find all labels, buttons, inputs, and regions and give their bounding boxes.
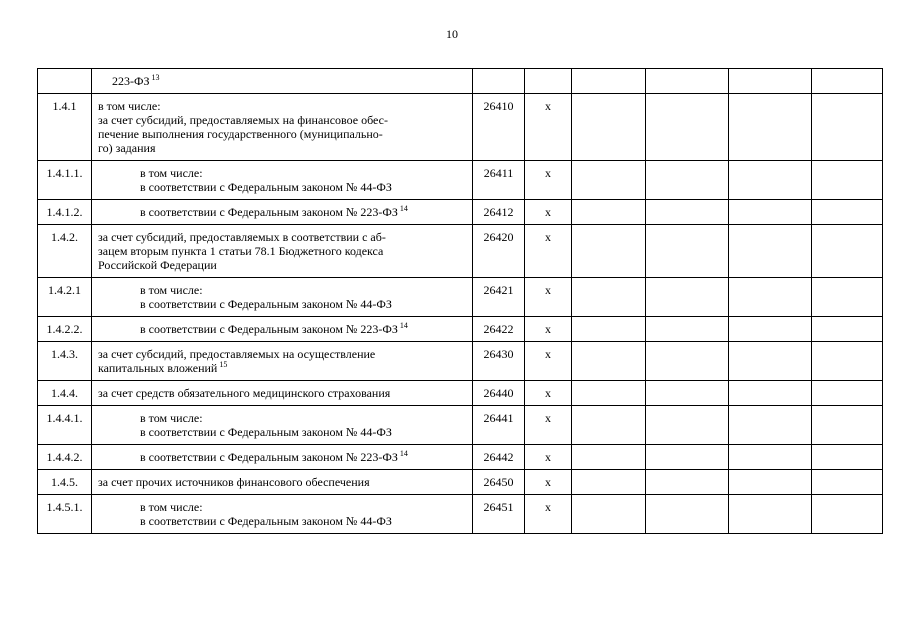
empty-value-cell <box>729 342 812 381</box>
description-text: за счет субсидий, предоставляемых на финансовое обес- <box>98 113 388 127</box>
row-description-cell <box>92 406 473 445</box>
row-description-cell <box>92 495 473 534</box>
row-number-cell: 1.4.5. <box>38 470 92 495</box>
description-line <box>140 514 466 528</box>
empty-value-cell <box>812 200 883 225</box>
empty-value-cell <box>572 278 646 317</box>
row-code-cell <box>473 69 525 94</box>
table-row <box>38 225 883 278</box>
description-line <box>98 99 466 113</box>
description-line <box>112 74 466 88</box>
empty-value-cell <box>572 445 646 470</box>
row-x-cell: х <box>525 381 572 406</box>
row-x-cell: х <box>525 470 572 495</box>
row-number-cell: 1.4.2.2. <box>38 317 92 342</box>
row-x-cell: х <box>525 445 572 470</box>
row-number-cell: 1.4.4.2. <box>38 445 92 470</box>
description-line <box>98 258 466 272</box>
description-line <box>98 230 466 244</box>
table-row <box>38 69 883 94</box>
row-number-cell: 1.4.2. <box>38 225 92 278</box>
description-line <box>98 347 466 361</box>
description-text: в соответствии с Федеральным законом № 223-ФЗ <box>140 322 398 336</box>
table-row <box>38 200 883 225</box>
row-code-cell: 26421 <box>473 278 525 317</box>
description-line <box>98 113 466 127</box>
empty-value-cell <box>812 278 883 317</box>
description-text: в соответствии с Федеральным законом № 223-ФЗ <box>140 450 398 464</box>
row-description-cell <box>92 69 473 94</box>
table-row <box>38 278 883 317</box>
description-line <box>140 180 466 194</box>
description-line <box>140 425 466 439</box>
empty-value-cell <box>646 342 729 381</box>
empty-value-cell <box>729 225 812 278</box>
footnote-marker: 14 <box>399 204 408 213</box>
description-text: в том числе: <box>140 411 203 425</box>
empty-value-cell <box>812 225 883 278</box>
footnote-marker: 14 <box>399 321 408 330</box>
row-number-cell <box>38 69 92 94</box>
row-number-cell: 1.4.2.1 <box>38 278 92 317</box>
description-text: го) задания <box>98 141 156 155</box>
row-code-cell: 26442 <box>473 445 525 470</box>
row-number-cell: 1.4.1.1. <box>38 161 92 200</box>
description-text: в соответствии с Федеральным законом № 44-ФЗ <box>140 425 392 439</box>
row-code-cell: 26422 <box>473 317 525 342</box>
empty-value-cell <box>729 278 812 317</box>
row-x-cell: х <box>525 161 572 200</box>
empty-value-cell <box>646 445 729 470</box>
row-description-cell <box>92 342 473 381</box>
empty-value-cell <box>729 69 812 94</box>
description-text: в том числе: <box>140 283 203 297</box>
page-number: 10 <box>446 27 458 41</box>
footnote-marker: 13 <box>151 73 160 82</box>
empty-value-cell <box>812 94 883 161</box>
table-row <box>38 445 883 470</box>
empty-value-cell <box>572 406 646 445</box>
description-text: в соответствии с Федеральным законом № 44-ФЗ <box>140 514 392 528</box>
row-code-cell: 26411 <box>473 161 525 200</box>
empty-value-cell <box>572 200 646 225</box>
description-line <box>98 244 466 258</box>
empty-value-cell <box>572 342 646 381</box>
description-text: за счет субсидий, предоставляемых на осуществление <box>98 347 376 361</box>
description-line <box>140 450 466 464</box>
empty-value-cell <box>646 200 729 225</box>
empty-value-cell <box>646 495 729 534</box>
row-description-cell <box>92 225 473 278</box>
row-x-cell: х <box>525 342 572 381</box>
empty-value-cell <box>729 381 812 406</box>
row-code-cell: 26440 <box>473 381 525 406</box>
row-number-cell: 1.4.4. <box>38 381 92 406</box>
row-x-cell: х <box>525 200 572 225</box>
row-x-cell: х <box>525 94 572 161</box>
description-text: в том числе: <box>98 99 161 113</box>
table-row <box>38 161 883 200</box>
empty-value-cell <box>646 278 729 317</box>
description-text: за счет средств обязательного медицинского страхования <box>98 386 391 400</box>
empty-value-cell <box>572 470 646 495</box>
table-row <box>38 317 883 342</box>
empty-value-cell <box>729 495 812 534</box>
empty-value-cell <box>646 225 729 278</box>
row-x-cell <box>525 69 572 94</box>
empty-value-cell <box>572 69 646 94</box>
description-line <box>98 386 466 400</box>
empty-value-cell <box>729 94 812 161</box>
row-code-cell: 26441 <box>473 406 525 445</box>
empty-value-cell <box>812 161 883 200</box>
row-number-cell: 1.4.4.1. <box>38 406 92 445</box>
row-code-cell: 26410 <box>473 94 525 161</box>
row-x-cell: х <box>525 317 572 342</box>
row-number-cell: 1.4.3. <box>38 342 92 381</box>
row-code-cell: 26412 <box>473 200 525 225</box>
empty-value-cell <box>646 161 729 200</box>
description-text: зацем вторым пункта 1 статьи 78.1 Бюджетного кодекса <box>98 244 384 258</box>
empty-value-cell <box>572 94 646 161</box>
empty-value-cell <box>646 317 729 342</box>
row-number-cell: 1.4.5.1. <box>38 495 92 534</box>
description-line <box>140 411 466 425</box>
empty-value-cell <box>646 381 729 406</box>
footnote-marker: 15 <box>219 360 228 369</box>
empty-value-cell <box>812 317 883 342</box>
table-row <box>38 94 883 161</box>
description-text: в соответствии с Федеральным законом № 44-ФЗ <box>140 180 392 194</box>
description-line <box>140 166 466 180</box>
empty-value-cell <box>729 445 812 470</box>
table-row <box>38 381 883 406</box>
empty-value-cell <box>729 161 812 200</box>
empty-value-cell <box>729 317 812 342</box>
description-line <box>140 205 466 219</box>
row-description-cell <box>92 381 473 406</box>
empty-value-cell <box>729 406 812 445</box>
empty-value-cell <box>812 69 883 94</box>
row-code-cell: 26450 <box>473 470 525 495</box>
description-line <box>140 322 466 336</box>
description-line <box>140 500 466 514</box>
table-row <box>38 406 883 445</box>
description-text: печение выполнения государственного (муниципально- <box>98 127 383 141</box>
row-description-cell <box>92 445 473 470</box>
description-line <box>98 127 466 141</box>
table-row <box>38 342 883 381</box>
empty-value-cell <box>572 161 646 200</box>
empty-value-cell <box>812 342 883 381</box>
empty-value-cell <box>812 406 883 445</box>
description-text: в соответствии с Федеральным законом № 44-ФЗ <box>140 297 392 311</box>
empty-value-cell <box>572 495 646 534</box>
row-description-cell <box>92 94 473 161</box>
row-description-cell <box>92 161 473 200</box>
row-x-cell: х <box>525 225 572 278</box>
description-text: за счет субсидий, предоставляемых в соответствии с аб- <box>98 230 386 244</box>
table-body <box>38 69 883 534</box>
row-number-cell: 1.4.1 <box>38 94 92 161</box>
row-description-cell <box>92 200 473 225</box>
description-line <box>98 475 466 489</box>
description-line <box>140 297 466 311</box>
empty-value-cell <box>729 200 812 225</box>
row-code-cell: 26430 <box>473 342 525 381</box>
empty-value-cell <box>729 470 812 495</box>
description-text: в соответствии с Федеральным законом № 223-ФЗ <box>140 205 398 219</box>
description-text: в том числе: <box>140 166 203 180</box>
row-code-cell: 26451 <box>473 495 525 534</box>
description-text: Российской Федерации <box>98 258 217 272</box>
row-x-cell: х <box>525 406 572 445</box>
description-line <box>98 141 466 155</box>
description-line <box>140 283 466 297</box>
empty-value-cell <box>646 406 729 445</box>
row-number-cell: 1.4.1.2. <box>38 200 92 225</box>
empty-value-cell <box>812 381 883 406</box>
row-description-cell <box>92 317 473 342</box>
footnote-marker: 14 <box>399 449 408 458</box>
empty-value-cell <box>812 445 883 470</box>
empty-value-cell <box>646 94 729 161</box>
description-text: за счет прочих источников финансового обеспечения <box>98 475 370 489</box>
description-text: 223-ФЗ <box>112 74 150 88</box>
description-text: капитальных вложений <box>98 361 218 375</box>
row-description-cell <box>92 278 473 317</box>
empty-value-cell <box>812 470 883 495</box>
empty-value-cell <box>572 381 646 406</box>
empty-value-cell <box>812 495 883 534</box>
table-row <box>38 470 883 495</box>
row-x-cell: х <box>525 495 572 534</box>
row-description-cell <box>92 470 473 495</box>
budget-table <box>37 68 883 534</box>
row-code-cell: 26420 <box>473 225 525 278</box>
row-x-cell: х <box>525 278 572 317</box>
description-text: в том числе: <box>140 500 203 514</box>
description-line <box>98 361 466 375</box>
empty-value-cell <box>646 470 729 495</box>
table-row <box>38 495 883 534</box>
empty-value-cell <box>572 225 646 278</box>
empty-value-cell <box>572 317 646 342</box>
empty-value-cell <box>646 69 729 94</box>
